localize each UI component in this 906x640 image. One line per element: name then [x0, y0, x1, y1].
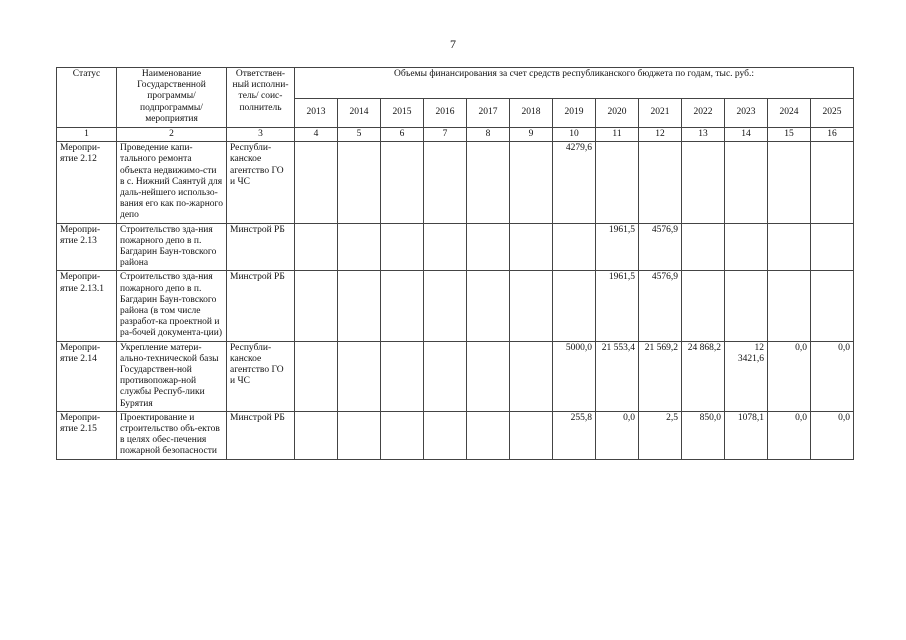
funding-value: [553, 271, 596, 341]
funding-value: [381, 341, 424, 411]
row-status: Меропри-ятие 2.14: [57, 341, 117, 411]
funding-value: [424, 142, 467, 223]
row-status: Меропри-ятие 2.13.1: [57, 271, 117, 341]
funding-value: [639, 142, 682, 223]
funding-value: [510, 411, 553, 459]
funding-value: [510, 142, 553, 223]
year-header: 2019: [553, 99, 596, 128]
funding-value: [725, 142, 768, 223]
funding-value: [811, 142, 854, 223]
funding-value: 4279,6: [553, 142, 596, 223]
funding-value: [338, 341, 381, 411]
funding-value: 24 868,2: [682, 341, 725, 411]
funding-value: 21 569,2: [639, 341, 682, 411]
funding-value: [424, 271, 467, 341]
year-header: 2014: [338, 99, 381, 128]
responsible-header: Ответствен-ный исполни-тель/ соис-полнитель: [227, 68, 295, 128]
column-number: 10: [553, 128, 596, 142]
row-name: Укрепление матери-ально-технической базы Государствен-ной противопожар-ной службы Респуб-лики Бурятия: [117, 341, 227, 411]
row-responsible: Минстрой РБ: [227, 271, 295, 341]
year-header: 2024: [768, 99, 811, 128]
column-number: 4: [295, 128, 338, 142]
funding-value: [467, 142, 510, 223]
table-row: [57, 142, 854, 223]
funding-value: [811, 223, 854, 271]
column-number: 3: [227, 128, 295, 142]
funding-value: [295, 271, 338, 341]
row-status: Меропри-ятие 2.15: [57, 411, 117, 459]
page-number: 7: [450, 37, 456, 51]
row-responsible: Республи-канское агентство ГО и ЧС: [227, 142, 295, 223]
year-header: 2015: [381, 99, 424, 128]
funding-value: [768, 223, 811, 271]
name-header: Наименование Государственной программы/ подпрограммы/ мероприятия: [117, 68, 227, 128]
column-number: 8: [467, 128, 510, 142]
column-number: 12: [639, 128, 682, 142]
row-name: Строительство зда-ния пожарного депо в п. Багдарин Баун-товского района: [117, 223, 227, 271]
funding-header: Объемы финансирования за счет средств республиканского бюджета по годам, тыс. руб.:: [295, 68, 854, 99]
funding-value: [467, 223, 510, 271]
funding-value: [510, 341, 553, 411]
column-number: 14: [725, 128, 768, 142]
status-header: Статус: [57, 68, 117, 128]
year-header: 2013: [295, 99, 338, 128]
table-row: [57, 341, 854, 411]
funding-value: 0,0: [768, 411, 811, 459]
column-number: 1: [57, 128, 117, 142]
funding-value: [381, 223, 424, 271]
funding-value: 4576,9: [639, 223, 682, 271]
funding-value: [768, 142, 811, 223]
row-responsible: Минстрой РБ: [227, 223, 295, 271]
funding-value: [381, 411, 424, 459]
funding-value: [338, 411, 381, 459]
table-row: [57, 271, 854, 341]
funding-value: [424, 223, 467, 271]
funding-value: [381, 271, 424, 341]
funding-value: 21 553,4: [596, 341, 639, 411]
funding-value: [467, 411, 510, 459]
column-number: 2: [117, 128, 227, 142]
funding-value: [295, 411, 338, 459]
funding-value: 255,8: [553, 411, 596, 459]
funding-value: [682, 223, 725, 271]
column-number: 5: [338, 128, 381, 142]
funding-value: 0,0: [811, 411, 854, 459]
funding-value: 0,0: [811, 341, 854, 411]
funding-value: [467, 341, 510, 411]
funding-value: [424, 341, 467, 411]
funding-value: [295, 223, 338, 271]
funding-value: [424, 411, 467, 459]
funding-value: 850,0: [682, 411, 725, 459]
funding-value: [467, 271, 510, 341]
row-responsible: Республи-канское агентство ГО и ЧС: [227, 341, 295, 411]
row-name: Строительство зда-ния пожарного депо в п. Багдарин Баун-товского района (в том числе разработ-ка проектной и ра-бочей документа-ции): [117, 271, 227, 341]
column-number: 15: [768, 128, 811, 142]
funding-value: [725, 271, 768, 341]
column-number: 13: [682, 128, 725, 142]
funding-value: 1078,1: [725, 411, 768, 459]
funding-value: 2,5: [639, 411, 682, 459]
funding-value: 0,0: [596, 411, 639, 459]
funding-value: 5000,0: [553, 341, 596, 411]
funding-value: [295, 142, 338, 223]
funding-value: 0,0: [768, 341, 811, 411]
column-number: 7: [424, 128, 467, 142]
funding-value: [381, 142, 424, 223]
column-number: 9: [510, 128, 553, 142]
funding-value: [682, 142, 725, 223]
funding-value: [596, 142, 639, 223]
funding-value: [510, 271, 553, 341]
funding-value: 12 3421,6: [725, 341, 768, 411]
row-status: Меропри-ятие 2.12: [57, 142, 117, 223]
column-number-row: [57, 128, 854, 142]
year-header: 2020: [596, 99, 639, 128]
funding-value: [338, 271, 381, 341]
year-header: 2018: [510, 99, 553, 128]
funding-value: 4576,9: [639, 271, 682, 341]
funding-value: [338, 142, 381, 223]
funding-value: [768, 271, 811, 341]
funding-value: [553, 223, 596, 271]
row-status: Меропри-ятие 2.13: [57, 223, 117, 271]
funding-value: [811, 271, 854, 341]
funding-value: [510, 223, 553, 271]
year-header: 2017: [467, 99, 510, 128]
funding-value: 1961,5: [596, 271, 639, 341]
header-row: [57, 68, 854, 99]
funding-value: 1961,5: [596, 223, 639, 271]
row-responsible: Минстрой РБ: [227, 411, 295, 459]
column-number: 11: [596, 128, 639, 142]
funding-value: [682, 271, 725, 341]
funding-value: [725, 223, 768, 271]
year-header: 2022: [682, 99, 725, 128]
table-row: [57, 223, 854, 271]
column-number: 6: [381, 128, 424, 142]
funding-value: [295, 341, 338, 411]
column-number: 16: [811, 128, 854, 142]
table-row: [57, 411, 854, 459]
year-header: 2016: [424, 99, 467, 128]
year-header: 2025: [811, 99, 854, 128]
year-header: 2021: [639, 99, 682, 128]
funding-value: [338, 223, 381, 271]
row-name: Проведение капи-тального ремонта объекта недвижимо-сти в с. Нижний Саянтуй для даль-нейшего использо-вания его как по-жарного депо: [117, 142, 227, 223]
row-name: Проектирование и строительство объ-ектов в целях обес-печения пожарной безопасности: [117, 411, 227, 459]
year-header: 2023: [725, 99, 768, 128]
funding-table: [56, 67, 854, 460]
